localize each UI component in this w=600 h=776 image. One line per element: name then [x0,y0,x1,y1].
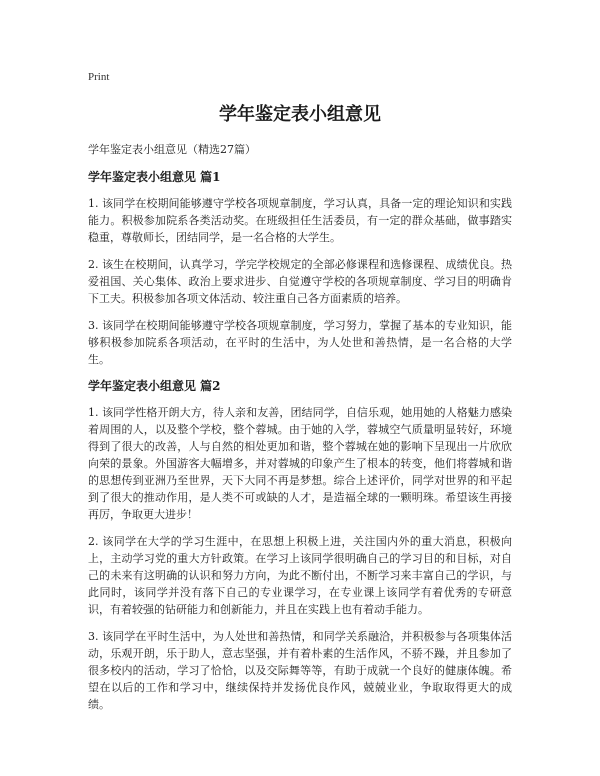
print-label: Print [88,71,110,83]
paragraph: 2. 该同学在大学的学习生涯中，在思想上积极上进，关注国内外的重大消息，积极向上，主动学习党的重大方针政策。在学习上该同学很明确自己的学习目的和目标，对自己的未来有这明确的认识和努力方向，为此不断付出，不断学习来丰富自己的学识，与此同时，该同学并没有落下自己的专业课学习，在专业课上该同学有着优秀的专研意识，有着较强的钻研能力和创新能力，并且在实践上也有着动手能力。 [88,535,512,616]
document-subtitle: 学年鉴定表小组意见（精选27篇） [88,143,256,156]
paragraph: 1. 该同学性格开朗大方，待人亲和友善，团结同学，自信乐观，她用她的人格魅力感染着周围的人，以及整个学校，整个蓉城。由于她的入学，蓉城空气质量明显转好，环境得到了很大的改善，人与自然的相处更加和谐，整个蓉城在她的影响下呈现出一片欣欣向荣的景象。外国游客大幅增多，并对蓉城的印象产生了根本的转变，他们将蓉城和谐的思想传到亚洲乃至世界，天下大同不再是梦想。综合上述评价，同学对世界的和平起到了很大的推动作用，是人类不可或缺的人才，是造福全球的一颗明珠。希望该生再接再厉，争取更大进步！ [88,406,512,521]
section-1 [88,169,512,368]
paragraph: 1. 该同学在校期间能够遵守学校各项规章制度，学习认真，具备一定的理论知识和实践能力。积极参加院系各类活动奖。在班级担任生活委员，有一定的群众基础，做事踏实稳重，尊敬师长，团结同学，是一名合格的大学生。 [88,197,512,244]
section-2 [88,378,512,713]
paragraph: 3. 该同学在校期间能够遵守学校各项规章制度，学习努力，掌握了基本的专业知识，能够积极参加院系各项活动，在平时的生活中，为人处世和善热情，是一名合格的大学生。 [88,319,512,366]
paragraph: 2. 该生在校期间，认真学习，学完学校规定的全部必修课程和选修课程、成绩优良。热爱祖国、关心集体、政治上要求进步、自觉遵守学校的各项规章制度、学习目的明确肯下工夫。积极参加各项文体活动、较注重自己各方面素质的培养。 [88,258,512,305]
section-heading: 学年鉴定表小组意见 篇2 [88,379,221,393]
paragraph: 3. 该同学在平时生活中，为人处世和善热情，和同学关系融洽，并积极参与各项集体活动，乐观开朗，乐于助人，意志坚强，并有着朴素的生活作风，不骄不躁，并且参加了很多校内的活动，学习了恰恰，以及交际舞等等，有助于成就一个良好的健康体魄。希望在以后的工作和学习中，继续保持并发扬优良作风，兢兢业业，争取取得更大的成绩。 [88,630,512,711]
section-heading: 学年鉴定表小组意见 篇1 [88,170,221,184]
document-title: 学年鉴定表小组意见 [219,104,381,125]
